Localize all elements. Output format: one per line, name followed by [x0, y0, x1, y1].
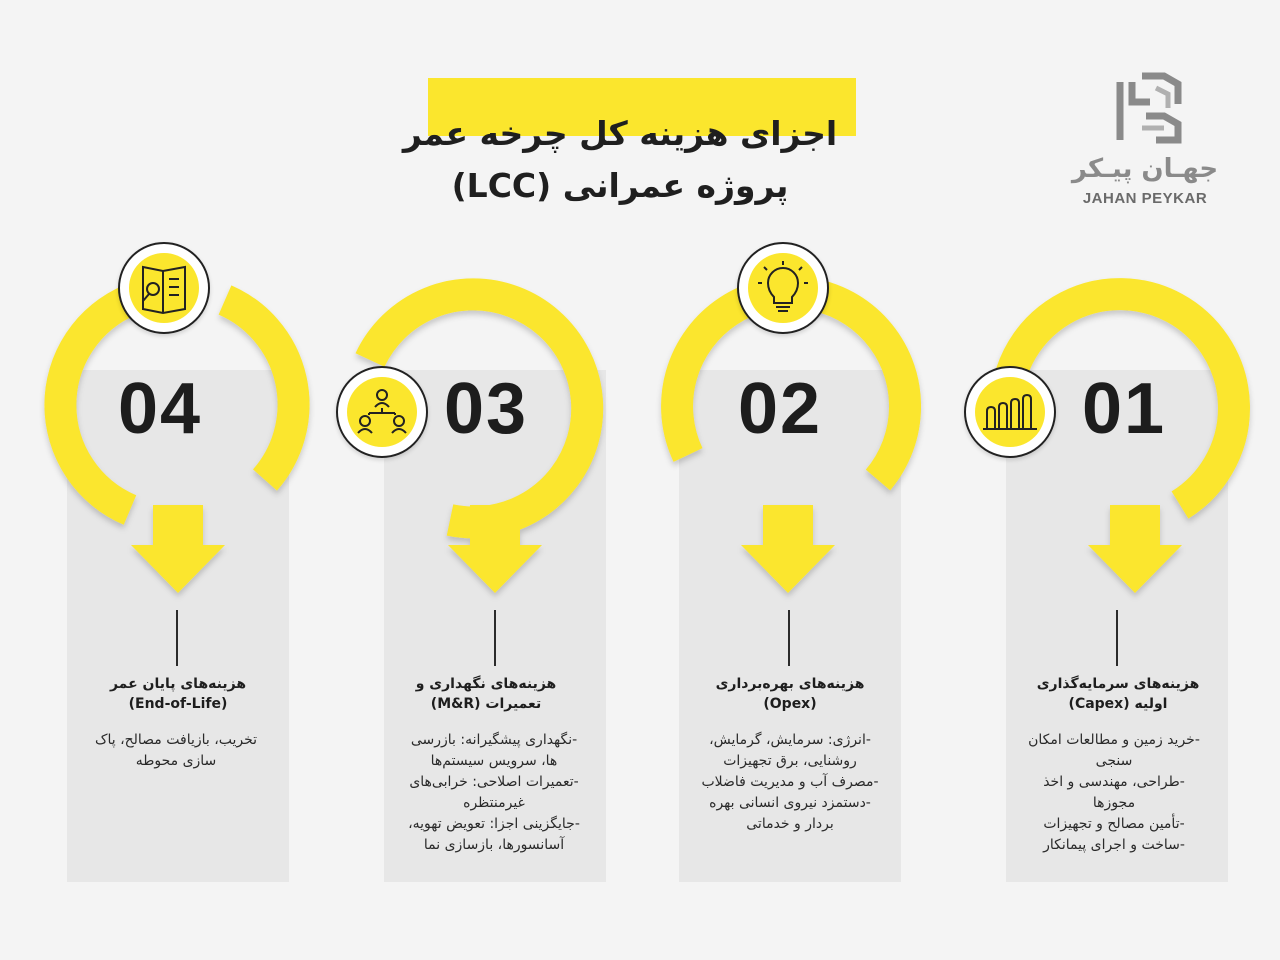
stage-number-01: 01	[1082, 369, 1167, 449]
list-item: بردار و خدماتی	[746, 816, 834, 832]
stage-number-02: 02	[738, 369, 823, 449]
list-item: غیرمنتظره	[463, 795, 525, 811]
list-item: -طراحی، مهندسی و اخذ	[1043, 774, 1185, 790]
logo-name-fa: جهـان پیـکر	[1071, 154, 1219, 184]
logo-name-en: JAHAN PEYKAR	[1082, 190, 1208, 207]
list-item: -خرید زمین و مطالعات امکان	[1028, 732, 1200, 748]
list-item: -انرژی: سرمایش، گرمایش،	[709, 732, 871, 748]
lightbulb-icon	[748, 253, 818, 323]
connector-line-03	[494, 610, 496, 666]
list-item: سازی محوطه	[135, 753, 217, 769]
list-item: -تأمین مصالح و تجهیزات	[1043, 816, 1185, 832]
team-hierarchy-icon	[347, 377, 417, 447]
heading-line: اولیه (Capex)	[1068, 696, 1168, 712]
stage-description-02	[688, 730, 892, 835]
heading-line: هزینه‌های بهره‌برداری	[715, 676, 865, 692]
list-item: -نگهداری پیشگیرانه: بازرسی	[410, 732, 578, 748]
stage-badge-02	[737, 242, 829, 334]
document-search-icon	[129, 253, 199, 323]
list-item: -دستمزد نیروی انسانی بهره	[709, 795, 871, 811]
stage-heading-04	[78, 674, 278, 714]
connector-line-01	[1116, 610, 1118, 666]
stage-description-01	[1012, 730, 1216, 856]
list-item: آسانسورها، بازسازی نما	[423, 837, 565, 853]
list-item: -مصرف آب و مدیریت فاضلاب	[701, 774, 879, 790]
heading-line: (Opex)	[763, 696, 817, 712]
stage-description-03	[392, 730, 596, 856]
connector-line-02	[788, 610, 790, 666]
list-item: -جایگزینی اجزا: تعویض تهویه،	[408, 816, 580, 832]
heading-line: (End-of-Life)	[128, 696, 228, 712]
heading-line: تعمیرات (M&R)	[430, 696, 542, 712]
stage-badge-01	[964, 366, 1056, 458]
heading-line: هزینه‌های نگهداری و	[415, 676, 557, 692]
list-item: ها، سرویس سیستم‌ها	[430, 753, 558, 769]
stage-number-04: 04	[118, 369, 203, 449]
connector-line-04	[176, 610, 178, 666]
stage-heading-03	[386, 674, 586, 714]
list-item: مجوزها	[1092, 795, 1136, 811]
stage-heading-02	[690, 674, 890, 714]
stage-badge-03	[336, 366, 428, 458]
list-item: -ساخت و اجرای پیمانکار	[1043, 837, 1185, 853]
stage-heading-01	[1018, 674, 1218, 714]
list-item: روشنایی، برق تجهیزات	[723, 753, 857, 769]
title-line-1: اجزای هزینه کل چرخه عمر	[402, 114, 838, 153]
title-line-2: پروژه عمرانی (LCC)	[451, 166, 789, 205]
list-item: -تعمیرات اصلاحی: خرابی‌های	[409, 774, 579, 790]
list-item: تخریب، بازیافت مصالح، پاک	[94, 732, 258, 748]
heading-line: هزینه‌های سرمایه‌گذاری	[1036, 676, 1200, 692]
bar-chart-icon	[975, 377, 1045, 447]
heading-line: هزینه‌های پایان عمر	[109, 676, 247, 692]
stage-description-04	[74, 730, 278, 772]
list-item: سنجی	[1095, 753, 1133, 769]
stage-number-03: 03	[444, 369, 529, 449]
stage-badge-04	[118, 242, 210, 334]
